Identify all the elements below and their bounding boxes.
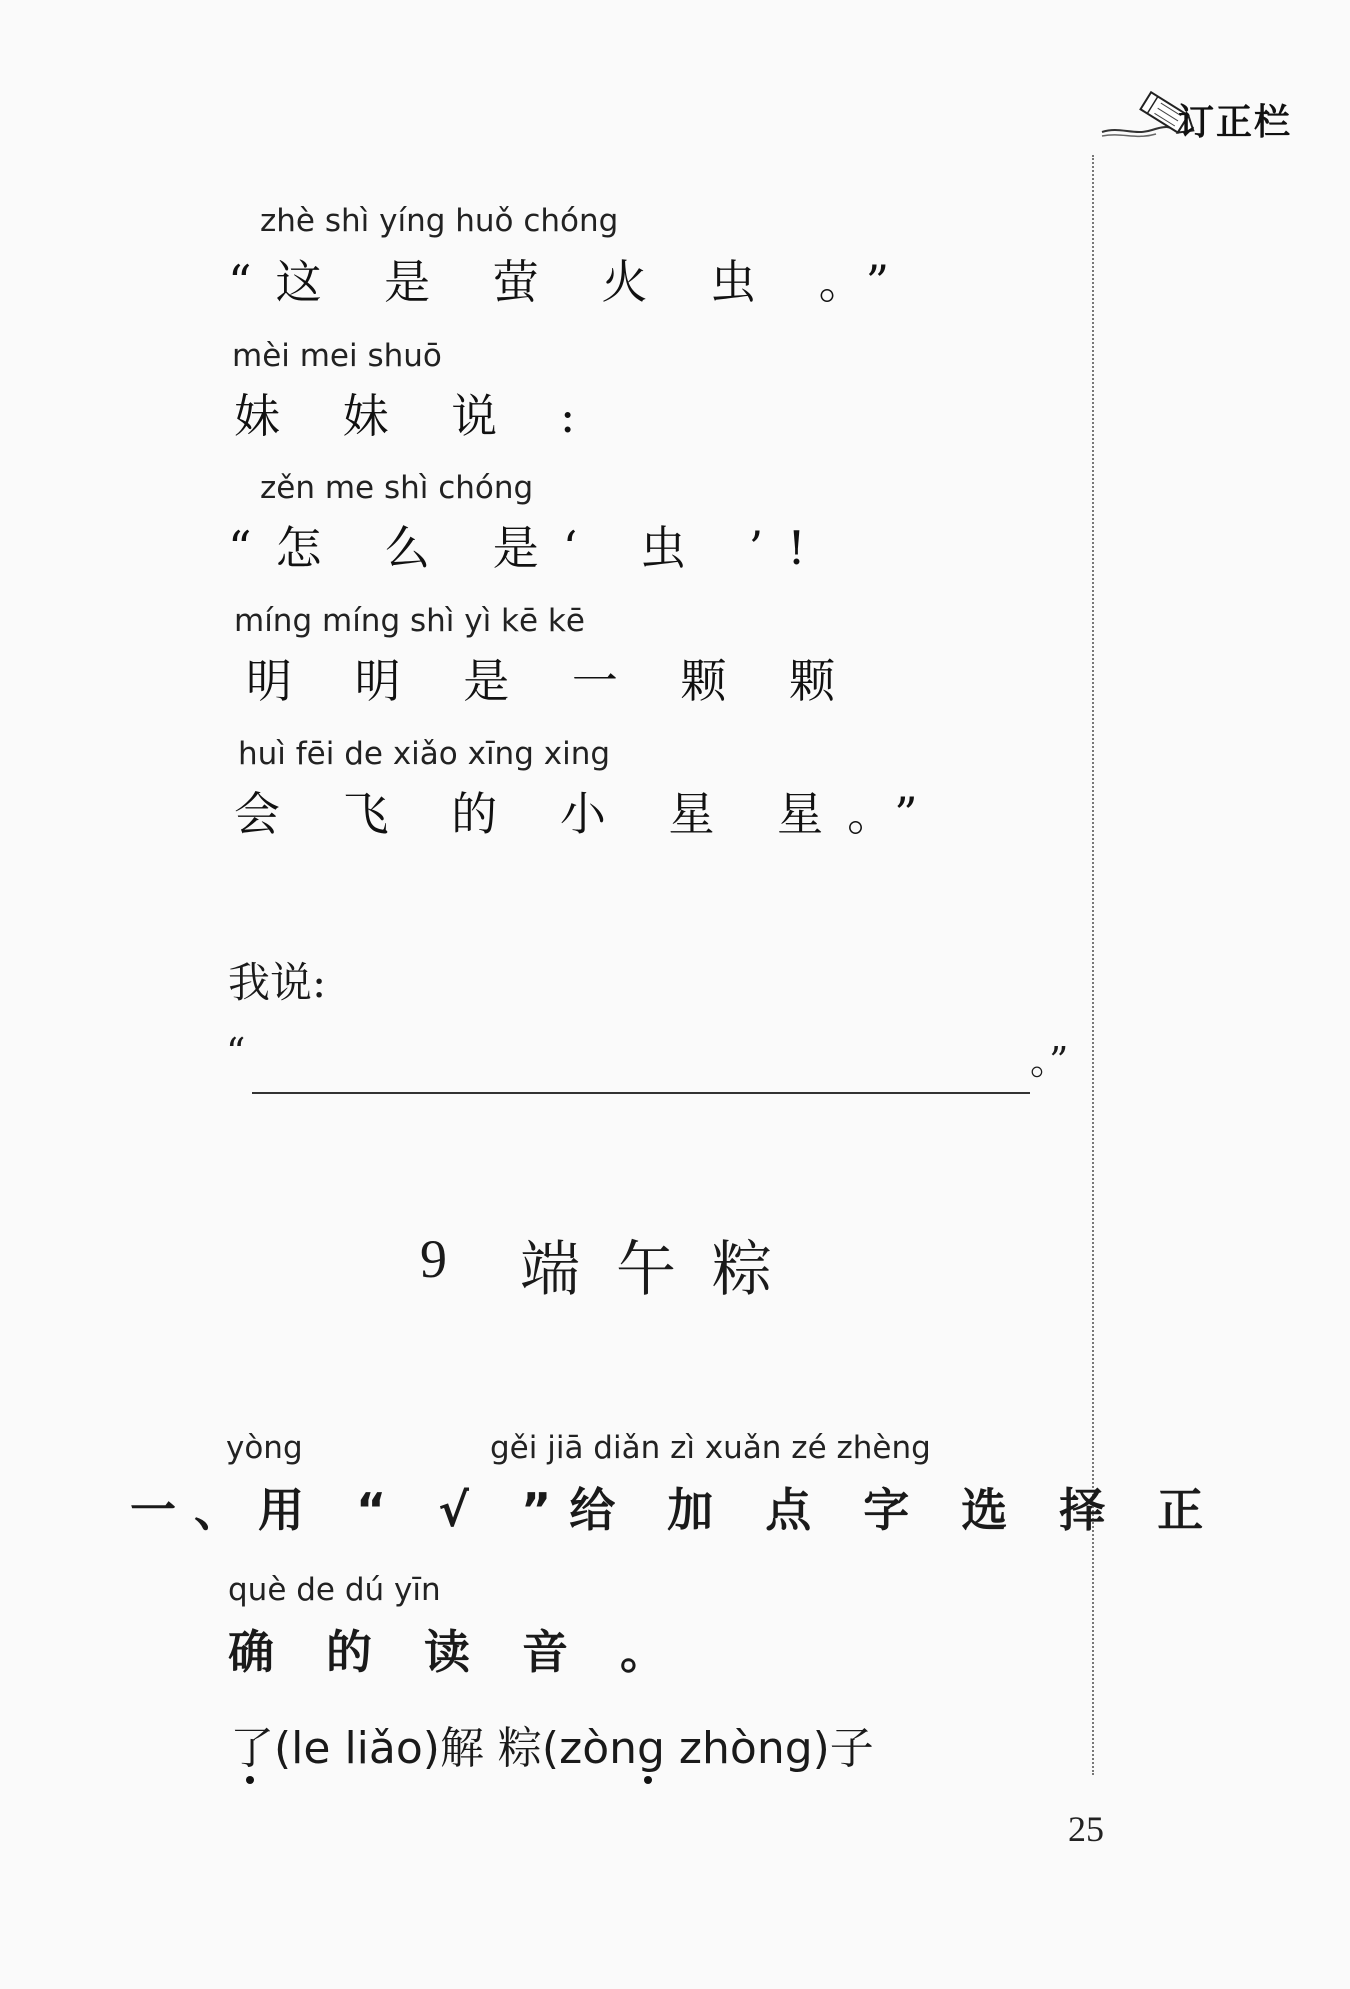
- exercise-1-pinyin-b: gěi jiā diǎn zì xuǎn zé zhèng: [490, 1430, 931, 1466]
- exercise-1-pinyin-a: yòng: [226, 1430, 303, 1466]
- exercise-1-instruction-line-1: 一、用 “ √ ”给 加 点 字 选 择 正: [130, 1483, 1222, 1537]
- poem-line-1-pinyin: zhè shì yíng huǒ chóng: [260, 203, 619, 239]
- exercise-1-pinyin-c: què de dú yīn: [228, 1572, 441, 1608]
- poem-line-4-pinyin: míng míng shì yì kē kē: [234, 603, 585, 639]
- page-number: 25: [1068, 1809, 1104, 1849]
- emphasis-dot: [644, 1776, 652, 1784]
- lesson-title: 端午粽: [520, 1235, 808, 1305]
- answer-blank-line[interactable]: [252, 1092, 1030, 1094]
- poem-line-4-hanzi: 明 明 是 一 颗 颗: [246, 654, 860, 708]
- poem-line-3-hanzi: “怎 么 是‘ 虫 ’!: [228, 521, 830, 575]
- correction-column-title: 订正栏: [1178, 102, 1293, 143]
- my-answer-label: 我说:: [228, 958, 327, 1007]
- answer-close-quote: 。”: [1030, 1039, 1069, 1083]
- poem-line-1-hanzi: “这 是 萤 火 虫 。”: [228, 255, 914, 309]
- poem-line-5-pinyin: huì fēi de xiǎo xīng xing: [238, 736, 611, 772]
- poem-line-3-pinyin: zěn me shì chóng: [260, 470, 534, 506]
- emphasis-dot: [246, 1776, 254, 1784]
- poem-line-5-hanzi: 会 飞 的 小 星 星。”: [234, 787, 942, 841]
- answer-open-quote: “: [226, 1030, 246, 1074]
- poem-line-2-hanzi: 妹 妹 说 :: [234, 389, 600, 443]
- lesson-number: 9: [420, 1229, 447, 1289]
- correction-column-header: [1100, 88, 1330, 148]
- poem-line-2-pinyin: mèi mei shuō: [232, 338, 442, 374]
- exercise-1-instruction-line-2: 确 的 读 音 。: [228, 1625, 685, 1679]
- exercise-1-items: 了(le liǎo)解 粽(zòng zhòng)子: [230, 1723, 874, 1774]
